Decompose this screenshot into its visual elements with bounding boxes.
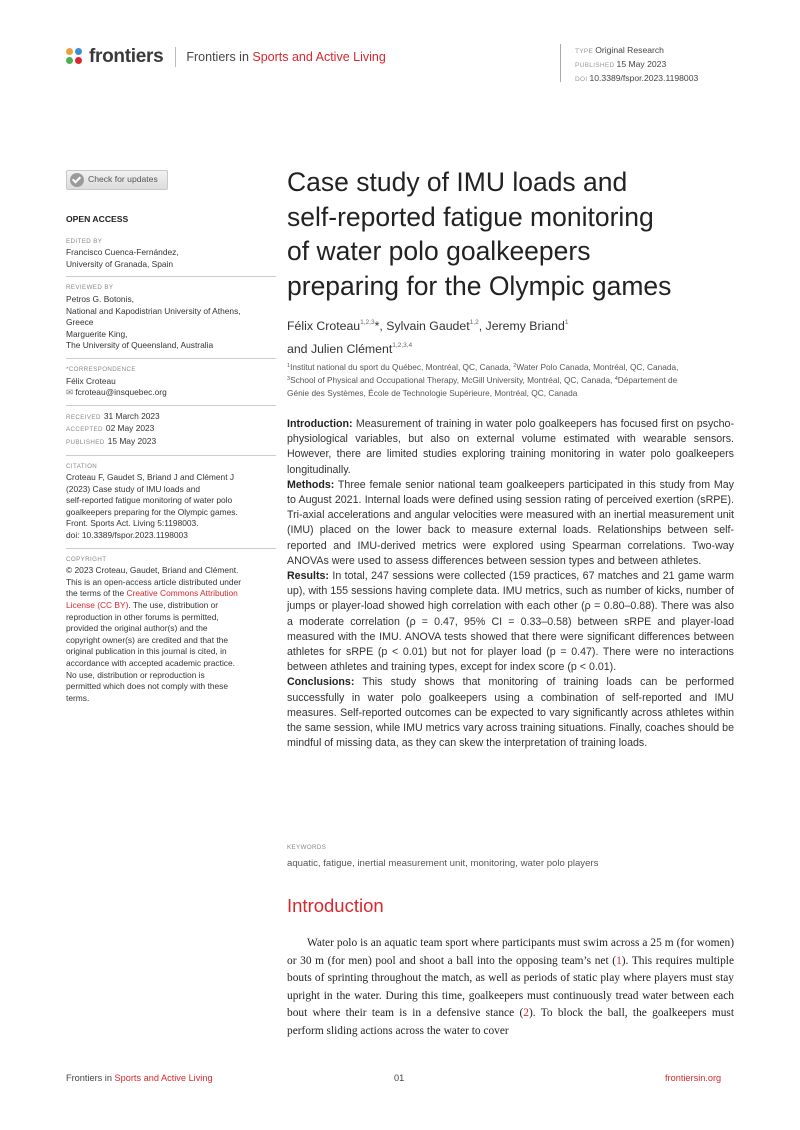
publish-date: 15 May 2023 [616,59,667,69]
page-number: 01 [394,1073,405,1083]
correspondence-email[interactable]: fcroteau@insquebec.org [75,387,167,398]
correspondence-key: *CORRESPONDENCE [66,365,136,373]
keywords-key: KEYWORDS [287,844,327,851]
reviewed-by-key: REVIEWED BY [66,284,114,292]
frontiers-logo[interactable] [66,46,386,68]
journal-name: Frontiers in Sports and Active Living [186,50,386,64]
email-icon: ✉ [66,387,74,398]
author-name[interactable]: Jeremy Briand [485,319,565,333]
author-name[interactable]: Félix Croteau [287,319,361,333]
check-icon [70,173,84,187]
reference-link[interactable]: 1 [616,954,622,967]
cc-license-link[interactable]: Creative Commons Attribution [126,588,238,599]
sidebar [66,170,276,709]
citation: Croteau F, Gaudet S, Briand J and Clément J (2023) Case study of IMU loads and self-reported fatigue monitoring of water polo goalkeepers preparing for the Olympic games. Front. Sports Act. Living 5:1198003. doi: 10.3389/fspor.2023.1198003 [66,472,238,541]
footer-journal: Frontiers in Sports and Active Living [66,1073,213,1083]
edited-by: Francisco Cuenca-Fernández, University of Granada, Spain [66,247,179,269]
author-list: Félix Croteau$^{1,2,3}$*, Sylvain Gaudet$^{1,2}$, Jeremy Briand$^1$ and Julien Clément$^{1,2,3,4}$ [287,319,569,356]
check-for-updates-button[interactable]: Check for updates [66,170,168,190]
article-type: Original Research [595,45,664,55]
copyright-key: COPYRIGHT [66,555,107,563]
article-meta: TYPE Original Research PUBLISHED 15 May 2023 DOI 10.3389/fspor.2023.1198003 [560,44,698,82]
dates: RECEIVED 31 March 2023 ACCEPTED 02 May 2023 PUBLISHED 15 May 2023 [66,410,160,446]
open-access-label: OPEN ACCESS [66,214,129,224]
correspondence: Félix Croteau ✉ fcroteau@insquebec.org [66,375,167,398]
logo-divider [175,47,176,67]
edited-by-key: EDITED BY [66,237,103,245]
footer-site-link[interactable]: frontiersin.org [665,1073,722,1083]
section-heading-introduction: Introduction [287,895,384,916]
abstract-methods: Methods: Three female senior national team goalkeepers participated in this study from May to August 2021. Internal loads were defined using session rating of perceived exertion (sRPE). Tri-axial accelerations and angular velocities were measured with an inertial measurement unit (IMU) placed on the lower back to measure external loads. Relationships between self-reported and IMU-derived metrics were explored using Spearman correlations. Two-way ANOVAs were used to assess differences between session types and between athletes. [287,478,734,567]
citation-key: CITATION [66,462,98,470]
article-title: Case study of IMU loads and self-reported fatigue monitoring of water polo goalkeepers preparing for the Olympic games [287,167,672,301]
abstract-results: Results: In total, 247 sessions were collected (159 practices, 67 matches and 21 game warm up), with 155 sessions having complete data. IMU metrics, such as number of kicks, number of jumps or player-load showed high correlation with each other (ρ = 0.80–0.88). There was also a moderate correlation (ρ = 0.47, 95% CI = 0.33–0.58) between sRPE and player-load measured with the IMU. ANOVA tests showed that there were significant differences between athletes for sRPE (p < 0.01) but not for player load (p = 0.47). There were no interactions between athletes and training types, except for index score (p < 0.01). [287,570,734,674]
abstract-introduction: Introduction: Measurement of training in water polo goalkeepers has focused first on psycho-physiological variables, but also on external volume estimated with wearable sensors. However, there are limited studies exploring training monitoring in water polo goalkeepers longitudinally. [287,418,734,476]
reviewed-by: Petros G. Botonis, National and Kapodistrian University of Athens, Greece Marguerite King, The University of Queensland, Australia [66,293,241,351]
doi-link[interactable]: 10.3389/fspor.2023.1198003 [589,73,699,83]
logo-wordmark: frontiers [89,46,164,67]
reference-link[interactable]: 2 [523,1007,529,1020]
cc-license-link-2[interactable]: License (CC BY) [66,600,129,611]
abstract-conclusions: Conclusions: This study shows that monitoring of training loads can be performed successfully in water polo goalkeepers using a combination of self-reported and IMU measures. Self-reported outcomes can be expected to vary significantly across athletes within the same session, while IMU metrics vary across training situations. Finally, coaches should be mindful of missing data, as they can skew the interpretation of training loads. [287,676,734,750]
author-name[interactable]: Sylvain Gaudet [386,319,470,333]
copyright: © 2023 Croteau, Gaudet, Briand and Clément. This is an open-access article distributed under the terms of the Creative Commons Attribution License (CC BY). The use, distribution or reproduction in other forums is permitted, provided the original author(s) and the copyright owner(s) are credited and that the original publication in this journal is cited, in accordance with accepted academic practice. No use, distribution or reproduction is permitted which does not comply with these terms. [66,565,242,703]
abstract [287,417,734,751]
frontiers-logo-icon [66,48,84,66]
affiliations: $^1$Institut national du sport du Québec, Montréal, QC, Canada, $^2$Water Polo Canada, Montréal, QC, Canada, $^3$School of Physical and Occupational Therapy, McGill University, Montréal, QC, Canada, $^4$Département de Génie des Systèmes, École de Technologie Supérieure, Montréal, QC, Canada [287,362,679,398]
keywords: aquatic, fatigue, inertial measurement unit, monitoring, water polo players [287,858,599,869]
author-name[interactable]: Julien Clément [310,342,393,356]
introduction-text: Water polo is an aquatic team sport where participants must swim across a 25 m (for women) or 30 m (for men) pool and shoot a ball into the opposing team’s net (1). This requires multiple bouts of sprinting throughout the match, as well as periods of static play where players must stay upright in the water. During this time, goalkeepers must continuously tread water between each bout where their team is in a defensive stance (2). To block the ball, the goalkeepers must perform sliding actions across the water to cover [287,937,734,1037]
